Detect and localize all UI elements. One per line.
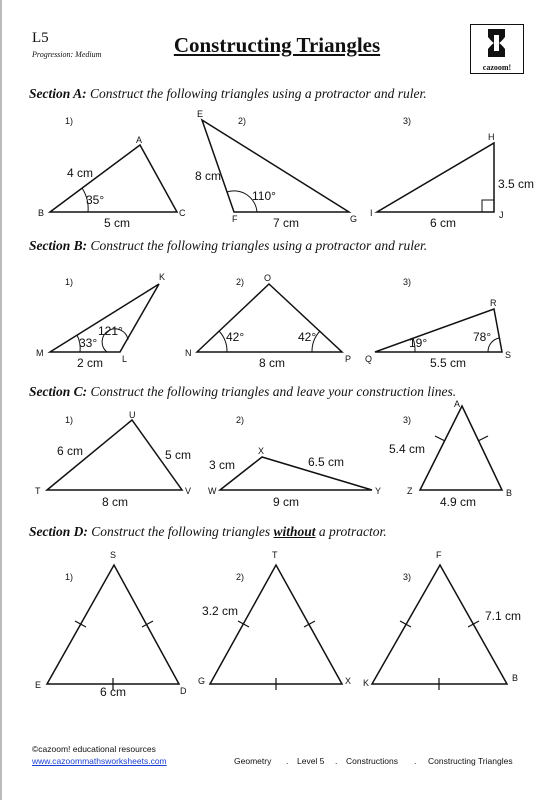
side-length-label: 5 cm [165,448,192,462]
triangle-onp [197,284,342,352]
angle-label: 121° [98,324,123,338]
side-length-label: 5 cm [104,216,131,230]
side-length-label: 4.9 cm [440,495,477,509]
copyright-text: ©cazoom! educational resources [32,744,156,754]
vertex-label: M [36,348,44,358]
angle-label: 78° [473,330,492,344]
section-a-label: Section A: [29,86,87,101]
vertex-label: A [136,135,143,145]
triangle-kml [50,284,159,352]
vertex-label: P [345,354,352,364]
vertex-label: E [35,680,42,690]
tick-mark-d2-left [238,621,249,627]
section-c-label: Section C: [29,384,88,399]
footer-level: Level 5 [297,756,325,766]
side-length-label: 3.5 cm [498,177,535,191]
side-length-label: 8 cm [195,169,222,183]
vertex-label: Y [375,486,382,496]
vertex-label: A [454,399,461,409]
side-length-label: 9 cm [273,495,300,509]
footer-topic: Geometry [234,756,272,766]
vertex-label: E [197,109,204,119]
page-title: Constructing Triangles [173,33,381,57]
section-c-instruction: Construct the following triangles and leave your construction lines. [90,384,457,399]
vertex-label: X [258,446,265,456]
figure-b2-number: 2) [236,277,245,287]
side-length-label: 4 cm [67,166,94,180]
vertex-label: X [345,676,352,686]
section-d-instruction-end: a protractor. [318,524,387,539]
figure-a3-number: 3) [403,116,412,126]
tick-mark-c3-right [478,436,488,441]
vertex-label: K [159,272,166,282]
side-length-label: 2 cm [77,356,104,370]
tick-mark-d1-left [75,621,86,627]
level-label: L5 [32,30,49,46]
figure-b3-number: 3) [403,277,412,287]
vertex-label: Q [365,354,373,364]
triangle-xwy [220,457,372,490]
section-b-label: Section B: [29,238,88,253]
section-d-emphasis: without [273,524,316,539]
footer-separator: . [414,756,417,766]
side-length-label: 3 cm [209,458,236,472]
figure-d3-number: 3) [403,572,412,582]
vertex-label: H [488,132,495,142]
vertex-label: S [505,350,512,360]
angle-label: 19° [409,336,428,350]
tick-mark-d3-right [468,621,479,627]
vertex-label: C [179,208,186,218]
vertex-label: R [490,298,497,308]
figure-a1-number: 1) [65,116,74,126]
figure-d2-number: 2) [236,572,245,582]
side-length-label: 5.4 cm [389,442,426,456]
vertex-label: T [272,550,278,560]
angle-label: 42° [298,330,317,344]
angle-label: 35° [86,193,105,207]
website-link[interactable]: www.cazoommathsworksheets.com [32,756,167,766]
side-length-label: 6 cm [100,685,127,699]
footer-category: Constructions [346,756,398,766]
vertex-label: B [38,208,45,218]
vertex-label: S [110,550,117,560]
vertex-label: Z [407,486,413,496]
section-b-instruction: Construct the following triangles using a protractor and ruler. [90,238,428,253]
side-length-label: 5.5 cm [430,356,467,370]
figure-a2-number: 2) [238,116,247,126]
logo-text: cazoom! [482,63,512,72]
vertex-label: F [436,550,442,560]
vertex-label: W [208,486,217,496]
vertex-label: T [35,486,41,496]
side-length-label: 6 cm [430,216,457,230]
vertex-label: V [185,486,192,496]
triangle-azb [420,406,502,490]
triangle-hij [377,143,494,212]
side-length-label: 7.1 cm [485,609,522,623]
footer-separator: . [335,756,338,766]
progression-label: Progression: Medium [32,50,102,59]
side-length-label: 7 cm [273,216,300,230]
footer-worksheet-name: Constructing Triangles [428,756,513,766]
section-d-instruction-start: Construct the following triangles [91,524,271,539]
angle-label: 33° [79,336,98,350]
triangle-sed [47,565,179,684]
side-length-label: 6 cm [57,444,84,458]
side-length-label: 8 cm [259,356,286,370]
vertex-label: D [180,686,187,696]
footer-separator: . [286,756,289,766]
angle-label: 110° [252,189,276,203]
right-angle-marker [482,200,494,212]
figure-d1-number: 1) [65,572,74,582]
vertex-label: B [512,673,519,683]
side-length-label: 3.2 cm [202,604,239,618]
vertex-label: I [370,208,373,218]
tick-mark-c3-left [435,436,445,441]
side-length-label: 6.5 cm [308,455,345,469]
vertex-label: O [264,273,272,283]
figure-c3-number: 3) [403,415,412,425]
triangle-tgx [210,565,342,684]
triangle-figures [2,0,550,800]
vertex-label: F [232,214,238,224]
figure-c2-number: 2) [236,415,245,425]
vertex-label: L [122,354,128,364]
vertex-label: G [350,214,358,224]
angle-label: 42° [226,330,245,344]
triangle-fkb [372,565,507,684]
vertex-label: U [129,410,136,420]
section-d-label: Section D: [29,524,88,539]
vertex-label: G [198,676,206,686]
figure-b1-number: 1) [65,277,74,287]
vertex-label: J [499,210,504,220]
figure-c1-number: 1) [65,415,74,425]
vertex-label: K [363,678,370,688]
vertex-label: N [185,348,192,358]
vertex-label: B [506,488,513,498]
section-a-instruction: Construct the following triangles using a protractor and ruler. [90,86,427,101]
side-length-label: 8 cm [102,495,129,509]
